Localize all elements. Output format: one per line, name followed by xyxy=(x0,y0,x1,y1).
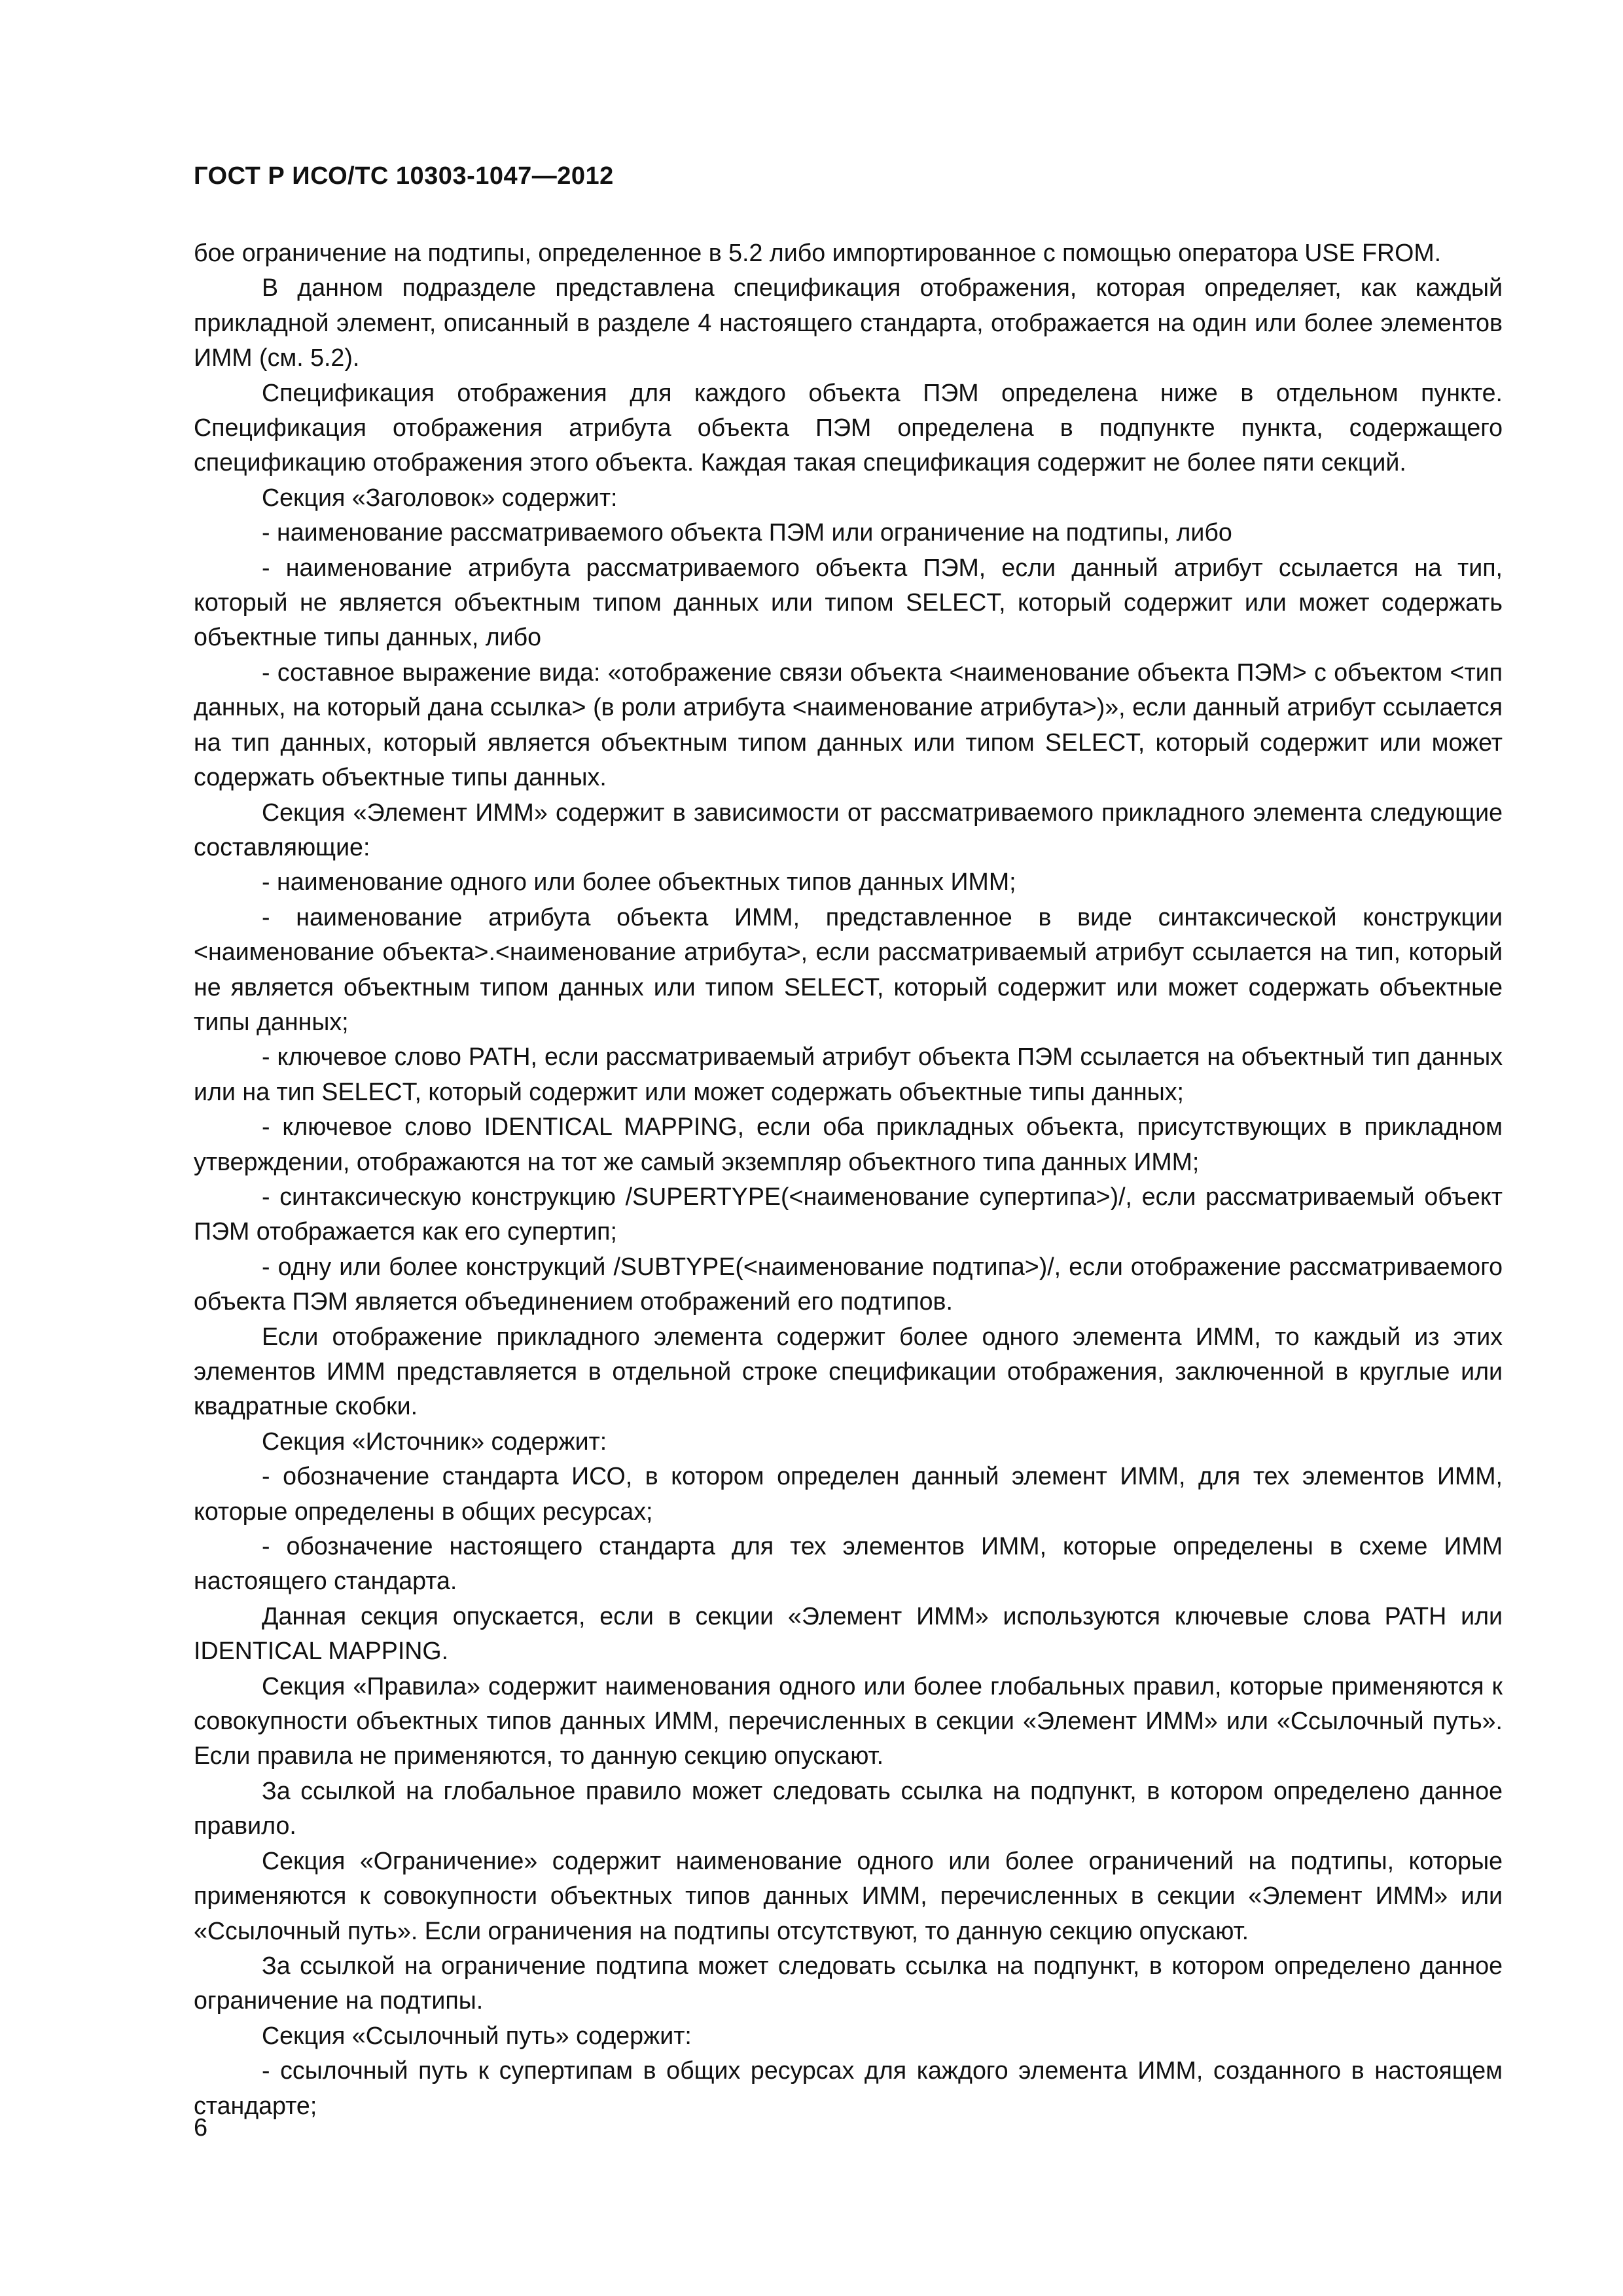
paragraph: - наименование атрибута рассматриваемого объекта ПЭМ, если данный атрибут ссылается на тип, который не является объектным типом данных или типом SELECT, который содержит или может содержать объектные типы данных, либо xyxy=(194,553,1503,651)
paragraph: Секция «Ограничение» содержит наименование одного или более ограничений на подтипы, которые применяются к совокупности объектных типов данных ИММ, перечисленных в секции «Элемент ИММ» или «Ссылочный путь». Если ограничения на подтипы отсутствуют, то данную секцию опускают. xyxy=(194,1846,1503,1945)
paragraph: - обозначение настоящего стандарта для тех элементов ИММ, которые определены в схеме ИММ настоящего стандарта. xyxy=(194,1532,1503,1595)
paragraph: - наименование рассматриваемого объекта ПЭМ или ограничение на подтипы, либо xyxy=(262,518,1232,547)
paragraph: - ключевое слово IDENTICAL MAPPING, если оба прикладных объекта, присутствующих в прикладном утверждении, отображаются на тот же самый экземпляр объектного типа данных ИММ; xyxy=(194,1113,1503,1175)
paragraph: Секция «Источник» содержит: xyxy=(262,1427,607,1455)
page-number: 6 xyxy=(194,2114,208,2142)
paragraph: Секция «Элемент ИММ» содержит в зависимости от рассматриваемого прикладного элемента следующие составляющие: xyxy=(194,798,1503,861)
paragraph: - ключевое слово PATH, если рассматриваемый атрибут объекта ПЭМ ссылается на объектный тип данных или на тип SELECT, который содержит или может содержать объектные типы данных; xyxy=(194,1043,1503,1105)
paragraph: - синтаксическую конструкцию /SUPERTYPE(<наименование супертипа>)/, если рассматриваемый объект ПЭМ отображается как его супертип; xyxy=(194,1182,1503,1246)
paragraph: - одну или более конструкций /SUBTYPE(<наименование подтипа>)/, если отображение рассматриваемого объекта ПЭМ является объединением отображений его подтипов. xyxy=(194,1252,1503,1316)
paragraph: Секция «Заголовок» содержит: xyxy=(262,483,618,511)
paragraph: - наименование одного или более объектных типов данных ИММ; xyxy=(262,868,1016,896)
standard-header: ГОСТ Р ИСО/ТС 10303-1047—2012 xyxy=(194,162,614,190)
paragraph: - ссылочный путь к супертипам в общих ресурсах для каждого элемента ИММ, созданного в настоящем стандарте; xyxy=(194,2056,1503,2119)
paragraph: Секция «Ссылочный путь» содержит: xyxy=(262,2021,692,2049)
paragraph: Если отображение прикладного элемента содержит более одного элемента ИММ, то каждый из этих элементов ИММ представляется в отдельной строке спецификации отображения, заключенной в круглые или квадратные скобки. xyxy=(194,1322,1503,1420)
paragraph: Спецификация отображения для каждого объекта ПЭМ определена ниже в отдельном пункте. Спецификация отображения атрибута объекта ПЭМ определена в подпункте пункта, содержащего спецификацию отображения этого объекта. Каждая такая спецификация содержит не более пяти секций. xyxy=(194,378,1503,476)
paragraph: В данном подразделе представлена спецификация отображения, которая определяет, как каждый прикладной элемент, описанный в разделе 4 настоящего стандарта, отображается на один или более элементов ИММ (см. 5.2). xyxy=(194,274,1503,372)
document-body xyxy=(194,236,1503,2123)
paragraph: За ссылкой на глобальное правило может следовать ссылка на подпункт, в котором определено данное правило. xyxy=(194,1776,1503,1840)
paragraph: - обозначение стандарта ИСО, в котором определен данный элемент ИММ, для тех элементов ИММ, которые определены в общих ресурсах; xyxy=(194,1462,1503,1525)
paragraph: За ссылкой на ограничение подтипа может следовать ссылка на подпункт, в котором определено данное ограничение на подтипы. xyxy=(194,1951,1503,2015)
paragraph: бое ограничение на подтипы, определенное в 5.2 либо импортированное с помощью оператора USE FROM. xyxy=(194,239,1442,266)
paragraph: - наименование атрибута объекта ИММ, представленное в виде синтаксической конструкции <наименование объекта>.<наименование атрибута>, если рассматриваемый атрибут ссылается на тип, который не является объектным типом данных или типом SELECT, который содержит или может содержать объектные типы данных; xyxy=(194,903,1503,1035)
paragraph: Секция «Правила» содержит наименования одного или более глобальных правил, которые применяются к совокупности объектных типов данных ИММ, перечисленных в секции «Элемент ИММ» или «Ссылочный путь». Если правила не применяются, то данную секцию опускают. xyxy=(194,1672,1503,1770)
paragraph: - составное выражение вида: «отображение связи объекта <наименование объекта ПЭМ> с объектом <тип данных, на который дана ссылка> (в роли атрибута <наименование атрибута>)», если данный атрибут ссылается на тип данных, который является объектным типом данных или типом SELECT, который содержит или может содержать объектные типы данных. xyxy=(194,658,1503,791)
paragraph: Данная секция опускается, если в секции «Элемент ИММ» используются ключевые слова PATH или IDENTICAL MAPPING. xyxy=(194,1602,1503,1665)
